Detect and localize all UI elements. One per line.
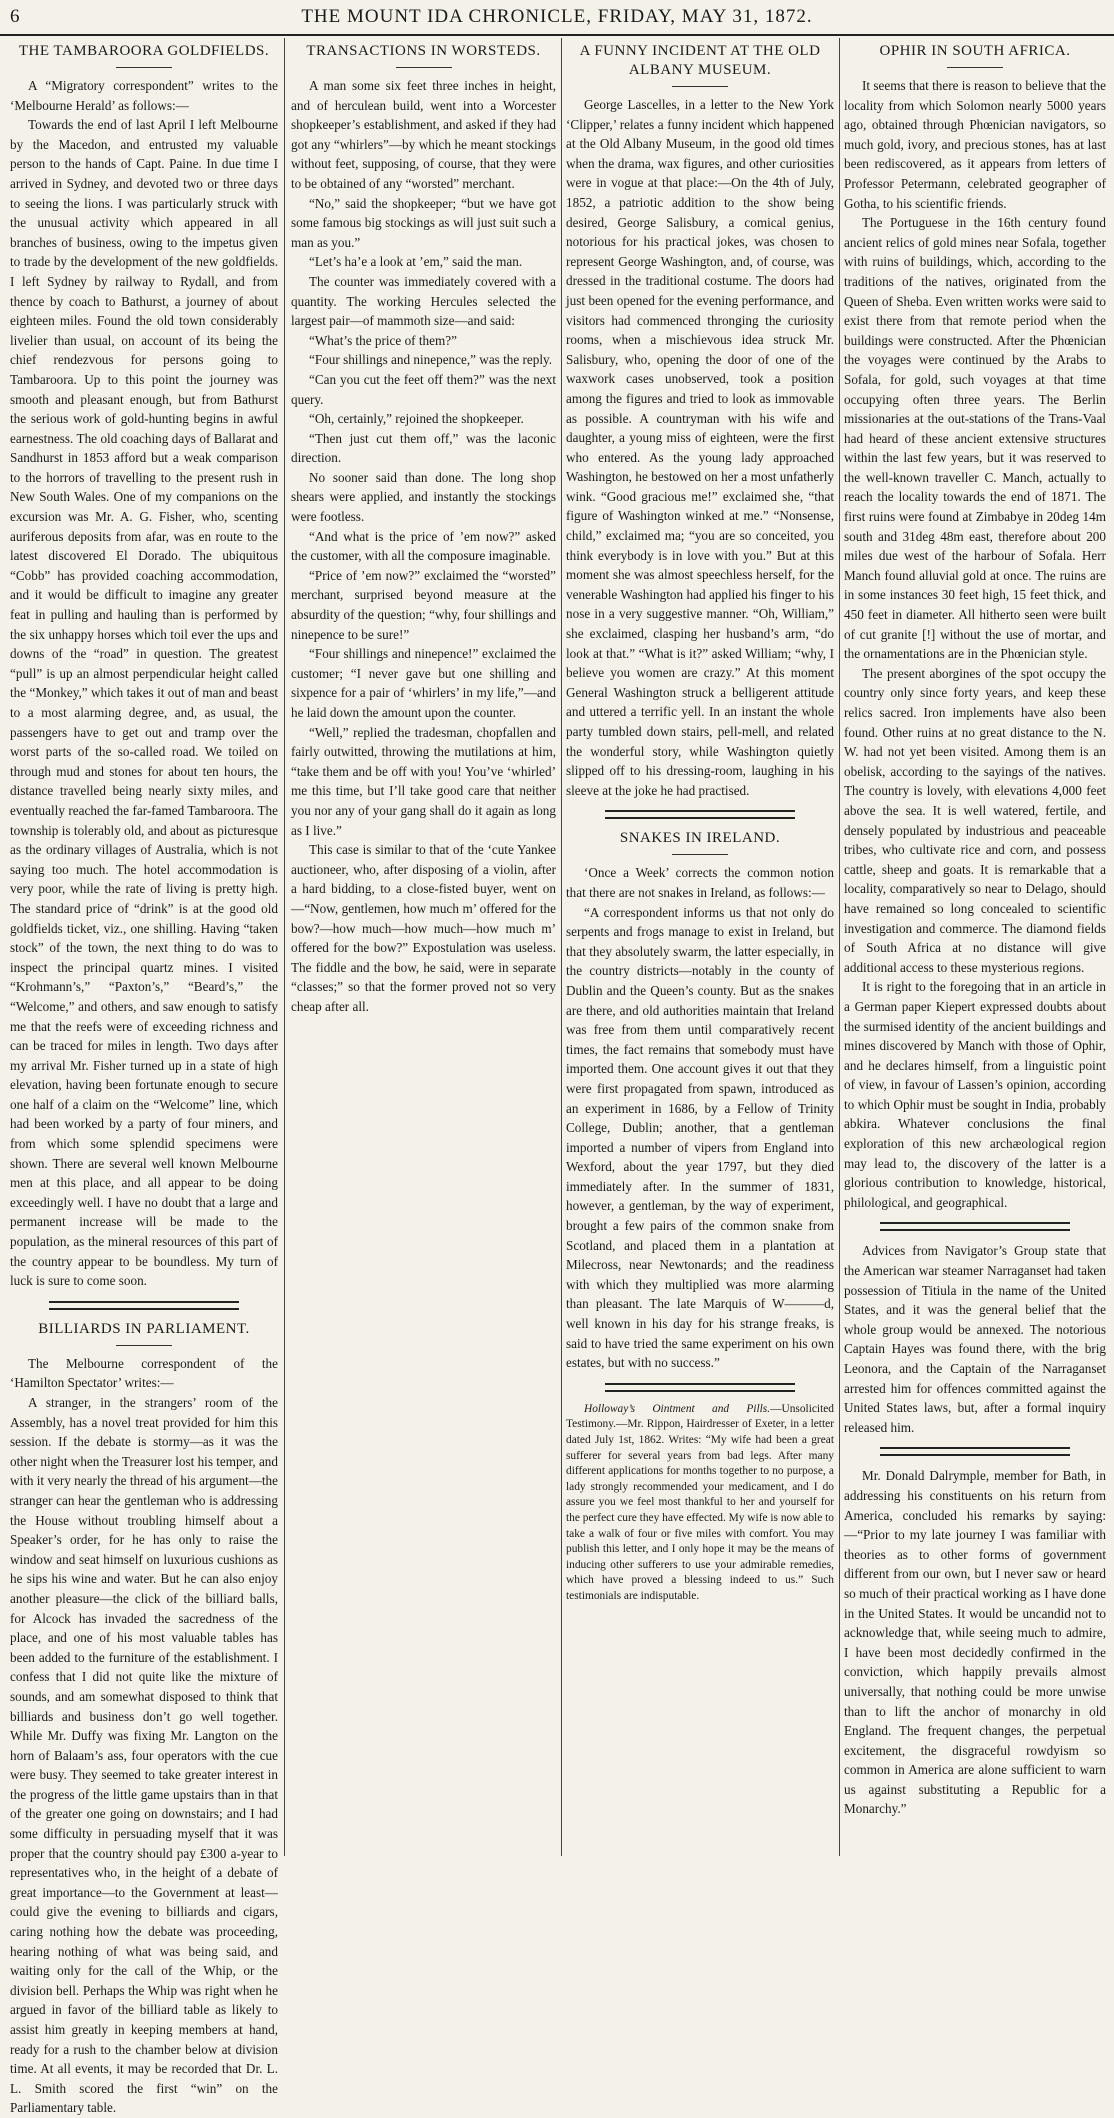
article-snakes xyxy=(566,829,834,1372)
article-paragraph: “Let’s ha’e a look at ’em,” said the man. xyxy=(309,254,523,270)
article-paragraph: The Portuguese in the 16th century found ancient relics of gold mines near Sofala, together with ruins of buildings, which, according to the traditions of the natives, originated from the Queen of Sheba. Even written works were said to exist there from that remote period when the buildings were constructed. After the Phœnician the voyages were continued by the Arabs to Sofala, for gold, such voyages at that time occupying often three years. The Berlin missionaries at the out-stations of the Trans-Vaal had heard of these ancient extensive structures within the last few years, but it was reserved to the well-known traveller C. Manch, actually to reach the locality towards the end of 1871. The first ruins were found at Zimbabye in 20deg 14m south and 31deg 48m east, therefore about 200 miles due west of the harbour of Sofala. Herr Manch found alluvial gold at once. The ruins are in some instances 30 feet high, 15 feet thick, and 450 feet in diameter. All hitherto seen were built of cut granite [!] without the use of mortar, and the ornamentations are in the Phœnician style. xyxy=(844,215,1106,662)
article-paragraph: “Four shillings and ninepence,” was the reply. xyxy=(309,352,553,368)
advertisement-body: —Unsolicited Testimony.—Mr. Rippon, Hairdresser of Exeter, in a letter dated July 1st, 1862. Writes: “My wife had been a great sufferer for several years from bad legs. After many different applications for months together to no purpose, a lady strongly recommended your medicament, and I do assure you we feel most thankful to her and yourself for the perfect cure they have effected. My wife is now able to take a walk of four or five miles with comfort. You may publish this letter, and I only hope it may be the means of inducing other sufferers to use your admirable remedies, which have proved a blessing indeed to us.” Such testimonials are indisputable. xyxy=(566,1402,834,1602)
article-paragraph: It seems that there is reason to believe that the locality from which Solomon nearly 5000 years ago, obtained through Phœnician navigators, so much gold, ivory, and precious stones, has at last been rediscovered, as it appears from letters of Professor Petermann, celebrated geographer of Gotha, to his scientific friends. xyxy=(844,78,1106,211)
article-heading: OPHIR IN SOUTH AFRICA. xyxy=(879,43,1071,59)
heading-divider xyxy=(672,854,728,855)
article-paragraph: George Lascelles, in a letter to the New York ‘Clipper,’ relates a funny incident which happened at the Old Albany Museum, in the good old times when the drama, wax figures, and other curiosities were in vogue at that place:—On the 4th of July, 1852, a patriotic addition to the show being desired, George Salisbury, a comical genius, notorious for his practical jokes, was chosen to represent George Washington, and, of course, was dressed in the traditional costume. The doors had just been opened for the evening performance, and visitors had commenced thronging the curiosity rooms, when a mischievous idea struck Mr. Salisbury, who, opening the door of one of the waxwork cases unobserved, took a position among the figures and tried to look as immovable as possible. A countryman with his wife and daughter, a young miss of eighteen, were the first who entered. As the young lady approached Washington, he bestowed on her a most unfatherly wink. “Good gracious me!” exclaimed she, “that figure of Washington winked at me.” “Nonsense, child,” exclaimed ma; “you are so conceited, you think everybody is in love with you.” But at this moment she was almost speechless herself, for the venerable Washington had applied his finger to his nose in a very suggestive manner. “Oh, William,” she exclaimed, clasping her husband’s arm, “do look at that.” “What is it?” asked William; “why, I believe you women are crazy.” At this moment General Washington struck a belligerent attitude and uttered a terrific yell. In an instant the whole party tumbled down stairs, pell-mell, and related the wonderful story, while Washington quietly slipped off to his dressing-room, laughing in his sleeve at the joke he had practised. xyxy=(566,97,834,798)
advertisement-holloway xyxy=(566,1402,834,1605)
advertisement-lead: Holloway’s Ointment and Pills. xyxy=(584,1402,771,1415)
masthead xyxy=(0,0,1114,36)
article-paragraph: “Can you cut the feet off them?” was the next query. xyxy=(291,371,556,407)
column-4 xyxy=(844,40,1106,1855)
article-paragraph: ‘Once a Week’ corrects the common notion that there are not snakes in Ireland, as follows:— xyxy=(566,865,834,900)
article-heading: BILLIARDS IN PARLIAMENT. xyxy=(38,1320,250,1337)
heading-divider xyxy=(116,67,172,68)
article-paragraph: The counter was immediately covered with a quantity. The working Hercules selected the largest pair—of mammoth size—and said: xyxy=(291,273,556,329)
article-paragraph: “No,” said the shopkeeper; “but we have got some famous big stockings as will just suit such a man as you.” xyxy=(291,195,556,250)
article-divider xyxy=(605,810,795,819)
article-heading: A FUNNY INCIDENT AT THE OLD ALBANY MUSEUM. xyxy=(579,43,821,78)
heading-divider xyxy=(672,86,728,87)
article-paragraph: “Oh, certainly,” rejoined the shopkeeper. xyxy=(309,411,524,427)
article-navigators xyxy=(844,1241,1106,1437)
article-paragraph: A stranger, in the strangers’ room of the Assembly, has a novel treat provided for him this session. If the debate is stormy—as it was the other night when the Treasurer lost his temper, and with it very nearly the thread of his argument—the stranger can hear the gentleman who is addressing the House without troubling himself about a Speaker’s order, for he has only to raise the window and seat himself on luxurious cushions as he sips his wine and water. But he can also enjoy another pleasure—the click of the billiard balls, for Alcock has invaded the sacredness of the place, and one of his most valuable tables has been added to the furniture of the establishment. I confess that I did not quite like the mixture of sounds, and am somewhat disposed to think that billiards and business don’t go well together. While Mr. Duffy was fixing Mr. Langton on the horn of Balaam’s ass, four operators with the cue were busy. They seemed to take greater interest in the progress of the little game upstairs than in that of the greater one going on downstairs; and I had some difficulty in persuading myself that it was proper that the country should pay £300 a-year to representatives who, in the height of a debate of great importance—to the Government at least—could give the evening to billiards and cigars, caring nothing how the debate was proceeding, hearing nothing of what was being said, and waiting only for the call of the Whip, or the division bell. Perhaps the Whip was right when he argued in favor of the billiard table as likely to assist him greatly in keeping members at hand, ready for a rush to the chamber below at division time. At all events, it may be recorded that Dr. L. L. Smith scored the first “win” on the Parliamentary table. xyxy=(10,1395,278,2116)
article-divider xyxy=(605,1383,795,1392)
heading-divider xyxy=(396,67,452,68)
article-paragraph: A “Migratory correspondent” writes to the ‘Melbourne Herald’ as follows:— xyxy=(10,78,278,113)
column-3 xyxy=(566,40,834,1855)
article-divider xyxy=(880,1222,1070,1231)
article-paragraph: The present aborgines of the spot occupy the country only since forty years, and keep these relics sacred. Iron implements have also been found. Other ruins at no great distance to the N. W. had not yet been visited. Among them is an obelisk, according to the sayings of the natives. The country is lovely, with elevations 4,000 feet above the sea. It is well watered, fertile, and densely populated by industrious and peaceable tribes, who cultivate rice and corn, and possess cattle, sheep and goats. It is remarkable that a locality, comparatively so near to Delago, should have remained so long concealed to scientific investigation and commerce. The diamond fields of South Africa at no distance will give additional access to these mysterious regions. xyxy=(844,665,1106,975)
article-heading: THE TAMBAROORA GOLDFIELDS. xyxy=(18,43,270,59)
article-paragraph: This case is similar to that of the ‘cute Yankee auctioneer, who, after disposing of a violin, after a hard bidding, to a close-fisted buyer, went on—“Now, gentlemen, how much m’ offered for the bow?—how much—how much—how much m’ offered for the bow?” Expostulation was useless. The fiddle and the bow, he said, were in separate “classes;” so that the former proved not so very cheap after all. xyxy=(291,842,556,1014)
article-tambaroora xyxy=(10,42,278,1291)
newspaper-title: THE MOUNT IDA CHRONICLE, FRIDAY, MAY 31, 1872. xyxy=(301,6,813,27)
article-paragraph: Mr. Donald Dalrymple, member for Bath, in addressing his constituents on his return from America, concluded his remarks by saying:—“Prior to my late journey I was familiar with theories as to other forms of government different from our own, but I never saw or heard so much of their practical working as I have done in the United States. It would be uncandid not to acknowledge that, while seeing much to admire, I have been most decidedly confirmed in the conviction, which happily prevails almost universally, that nothing could be more unwise than to lift the anchor of monarchy in old England. The frequent changes, the perpetual excitement, the disgraceful rowdyism so common in America are alone sufficient to warn us against substituting a Republic for a Monarchy.” xyxy=(844,1468,1106,1817)
article-paragraph: A man some six feet three inches in height, and of herculean build, went into a Worcester shopkeeper’s establishment, and asked if they had got any “whirlers”—by which he meant stockings without feet, supposing, of course, that they were to be obtained of any “worsted” merchant. xyxy=(291,78,556,191)
article-paragraph: Towards the end of last April I left Melbourne by the Macedon, and entrusted my valuable person to the hands of Capt. Paine. In due time I arrived in Sydney, and devoted two or three days to seeing the lions. I was particularly struck with the unusual activity which appeared in all branches of business, owing to the impetus given to trade by the development of the new goldfields. I left Sydney by railway to Rydall, and from thence by coach to Bathurst, a journey of about eighteen miles. Found the old town considerably livelier than usual, on account of its being the chief rendezvous for persons going to Tambaroora. Up to this point the journey was smooth and pleasant enough, but from Bathurst the serious work of gold-hunting begins in awful earnestness. The old coaching days of Ballarat and Sandhurst in 1853 afford but a weak comparison to the horrors of travelling to the present rush in New South Wales. One of my companions on the excursion was Mr. A. G. Fisher, who, scenting auriferous deposits from afar, was en route to the latest discovered El Dorado. The ubiquitous “Cobb” has provided coaching accommodation, and it would be difficult to imagine any greater feat in pulling and hauling than is performed by the six unhappy horses which toil ever the ups and downs of the “road” in question. The greatest “pull” is up an almost perpendicular height called the “Monkey,” which takes it out of man and beast to a most alarming degree, and, as usual, the passengers have to get out and tramp over the worst parts of the so-called road. We toiled on through mud and stones for about ten hours, the distance travelled being nearly sixty miles, and eventually reached the far-famed Tambaroora. The township is tolerably old, and about as picturesque as the ordinary villages of Australia, which is not saying too much. The hotel accommodation is very poor, while the rate of living is pretty high. The standard price of “drink” is at the good old goldfields ticket, viz., one shilling. Having “taken stock” of the town, the next thing to do was to inspect the principal quartz mines. I visited “Krohmann’s,” “Paxton’s,” “Beard’s,” the “Welcome,” and others, and saw enough to satisfy me that the reefs were of exceeding richness and can be traced for miles in length. Two days after my arrival Mr. Fisher turned up in a state of high elevation, having been fortunate enough to secure one half of a claim on the “Welcome” line, which had been worked by a party of four miners, and from which some splendid specimens were shown. There are several well known Melbourne men at this place, and all appear to be doing exceedingly well. I have no doubt that a large and permanent increase will be made to the population, as the mineral resources of this part of the country appear to be boundless. My turn of luck is sure to come soon. xyxy=(10,117,278,1289)
article-worsteds xyxy=(291,42,556,1017)
article-paragraph: “A correspondent informs us that not only do serpents and frogs manage to exist in Ireland, but that they absolutely swarm, the latter especially, in the country districts—notably in the county of Dublin and the Queen’s county. But as the snakes are there, and old authorities maintain that Ireland was free from them until comparatively recent times, the fact remains that somebody must have imported them. One account gives it out that they were first propagated from spawn, introduced as an experiment in 1686, by a Fellow of Trinity College, Dublin; another, that a gentleman imported a number of vipers from England into Wexford, about the year 1797, but they died immediately after. In the summer of 1831, however, a gentleman, by the way of experiment, brought a few pairs of the common snake from Scotland, and placed them in a plantation at Milecross, near Newtonards; and the readiness with which they multiplied was more alarming than pleasant. The late Marquis of W———d, well known in his day for his strange freaks, is said to have tried the same experiment on his own estates, but with no success.” xyxy=(566,904,834,1371)
column-rule xyxy=(839,38,840,1856)
article-paragraph: “Four shillings and ninepence!” exclaimed the customer; “I never gave but one shilling and sixpence for a pair of ‘whirlers’ in my life,”—and he laid down the amount upon the counter. xyxy=(291,646,556,720)
column-rule xyxy=(561,38,562,1856)
article-billiards xyxy=(10,1320,278,2118)
article-divider xyxy=(49,1301,239,1310)
article-paragraph: “Price of ’em now?” exclaimed the “worsted” merchant, surprised beyond measure at the absurdity of the question; “why, four shillings and ninepence to be sure!” xyxy=(291,567,556,642)
article-paragraph: Advices from Navigator’s Group state that the American war steamer Narraganset had taken possession of Titiula in the name of the United States, and it was the general belief that the whole group would be annexed. The notorious Captain Hayes was found there, with the brig Leonora, and the Captain of the Narraganset arrested him for offences committed against the United States laws, but, after a formal inquiry released him. xyxy=(844,1243,1106,1435)
article-paragraph: “And what is the price of ’em now?” asked the customer, with all the composure imaginable. xyxy=(291,528,556,564)
article-paragraph: The Melbourne correspondent of the ‘Hamilton Spectator’ writes:— xyxy=(10,1355,278,1391)
article-paragraph: “Well,” replied the tradesman, chopfallen and fairly outwitted, throwing the mutilations at him, “take them and be off with you! You’ve ‘whirled’ me this time, but I’ll take good care that neither you nor any of your gang shall do it again as long as I live.” xyxy=(291,724,556,838)
article-paragraph: No sooner said than done. The long shop shears were applied, and instantly the stockings were footless. xyxy=(291,469,556,525)
article-heading: TRANSACTIONS IN WORSTEDS. xyxy=(306,43,541,59)
advertisement-text xyxy=(566,1402,834,1605)
article-paragraph: “What’s the price of them?” xyxy=(309,332,457,348)
article-ophir xyxy=(844,42,1106,1212)
article-dalrymple xyxy=(844,1466,1106,1819)
column-1 xyxy=(10,40,278,2116)
heading-divider xyxy=(947,67,1003,68)
page-number: 6 xyxy=(10,6,20,27)
heading-divider xyxy=(116,1345,172,1346)
article-paragraph: It is right to the foregoing that in an article in a German paper Kiepert expressed doubts about the surmised identity of the ancient buildings and mines discovered by Manch with those of Ophir, and he declares himself, from a linguistic point of view, in favour of Lassen’s opinion, according to which Ophir must be sought in India, probably abkira. Whatever conclusions the final exploration of this new archæological region may lead to, the discovery of the latter is a glorious contribution to knowledge, historical, philological, and geographical. xyxy=(844,979,1106,1210)
column-2 xyxy=(291,40,556,1855)
article-paragraph: “Then just cut them off,” was the laconic direction. xyxy=(291,430,556,466)
article-heading: SNAKES IN IRELAND. xyxy=(619,830,781,847)
article-funny-incident xyxy=(566,42,834,800)
column-rule xyxy=(284,38,285,1856)
article-divider xyxy=(880,1447,1070,1456)
